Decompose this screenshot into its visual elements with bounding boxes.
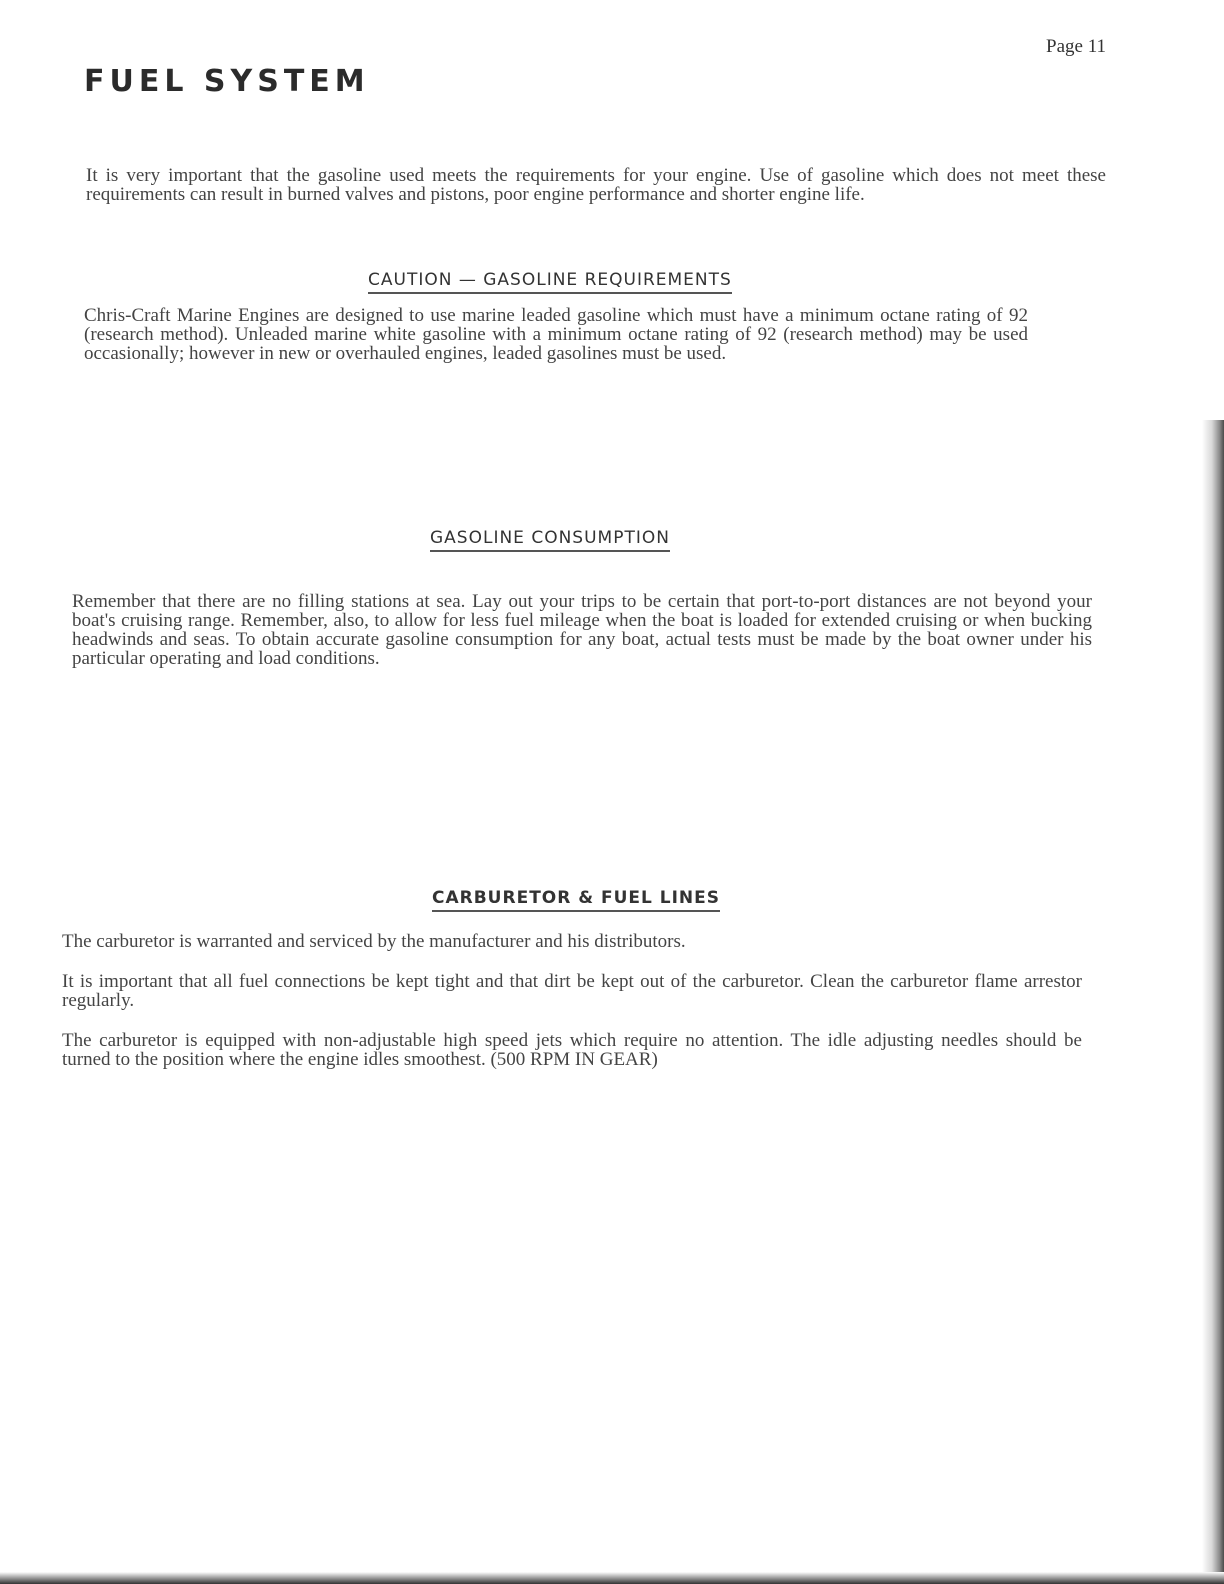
carburetor-section (62, 888, 1082, 1069)
carburetor-paragraph-1: The carburetor is warranted and serviced by the manufacturer and his distributors. (62, 931, 686, 952)
page-number: Page 11 (1046, 36, 1106, 57)
carburetor-heading: CARBURETOR & FUEL LINES (432, 888, 720, 912)
consumption-heading: GASOLINE CONSUMPTION (430, 528, 670, 552)
carburetor-paragraph-2: It is important that all fuel connections be kept tight and that dirt be kept out of the carburetor. Clean the carburetor flame arrestor regularly. (62, 971, 1082, 1011)
page-edge-shadow-bottom (0, 1572, 1224, 1584)
page-edge-shadow-right (1202, 420, 1224, 1584)
carburetor-paragraphs (62, 932, 1082, 1069)
consumption-section (72, 528, 1092, 668)
consumption-paragraph: Remember that there are no filling stations at sea. Lay out your trips to be certain that port-to-port distances are not beyond your boat's cruising range. Remember, also, to allow for less fuel mileage when the boat is loaded for extended cruising or when bucking headwinds and seas. To obtain accurate gasoline consumption for any boat, actual tests must be made by the boat owner under his particular operating and load conditions. (72, 591, 1092, 669)
caution-heading: CAUTION — GASOLINE REQUIREMENTS (368, 270, 732, 294)
carburetor-paragraph-3: The carburetor is equipped with non-adjustable high speed jets which require no attention. The idle adjusting needles should be turned to the position where the engine idles smoothest. (500 RPM IN GEAR) (62, 1030, 1082, 1070)
caution-paragraph: Chris-Craft Marine Engines are designed to use marine leaded gasoline which must have a minimum octane rating of 92 (research method). Unleaded marine white gasoline with a minimum octane rating of 92 (research method) may be used occasionally; however in new or overhauled engines, leaded gasolines must be used. (84, 305, 1028, 364)
intro-paragraph: It is very important that the gasoline used meets the requirements for your engine. Use of gasoline which does not meet these requirements can result in burned valves and pistons, poor engine performance and shorter engine life. (86, 165, 1106, 205)
caution-section (84, 270, 1028, 363)
intro-section (86, 166, 1106, 204)
page-title: FUEL SYSTEM (84, 64, 370, 99)
